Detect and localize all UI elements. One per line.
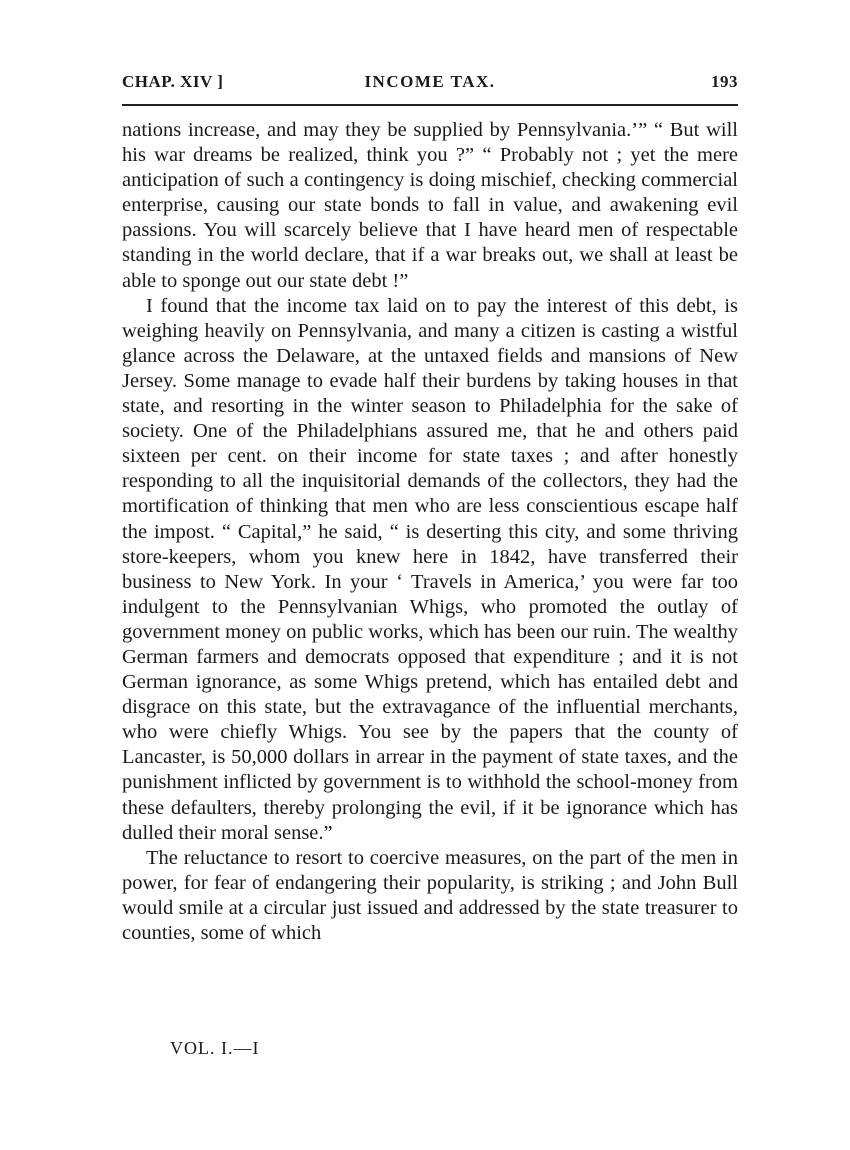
header-rule (122, 104, 738, 106)
signature-mark: VOL. I.—I (170, 1038, 260, 1058)
body-text (122, 118, 738, 946)
paragraph-reluctance: The reluctance to resort to coercive measures, on the part of the men in power, for fear of endangering their popularity, is striking ; and John Bull would smile at a circular just issued and addressed by the state treasurer to counties, some of which (122, 846, 738, 944)
page-title: INCOME TAX. (364, 72, 496, 91)
paragraph-continuation: nations increase, and may they be supplied by Pennsylvania.’” “ But will his war dreams be realized, think you ?” “ Probably not ; yet the mere anticipation of such a contingency is doing mischief, checking commercial enterprise, causing our state bonds to fall in value, and awakening evil passions. You will scarcely believe that I have heard men of respectable standing in the world declare, that if a war breaks out, we shall at least be able to sponge out our state debt !” (122, 119, 738, 292)
paragraph-income-tax: I found that the income tax laid on to pay the interest of this debt, is weighing heavily on Pennsylvania, and many a citizen is casting a wistful glance across the Delaware, at the untaxed fields and mansions of New Jersey. Some manage to evade half their burdens by taking houses in that state, and resorting in the winter season to Philadelphia for the sake of society. One of the Philadelphians assured me, that he and others paid sixteen per cent. on their income for state taxes ; and after honestly responding to all the inquisitorial demands of the collectors, they had the mortification of thinking that men who are less conscientious escape half the impost. “ Capital,” he said, “ is deserting this city, and some thriving store-keepers, whom you knew here in 1842, have transferred their business to New York. In your ‘ Travels in America,’ you were far too indulgent to the Pennsylvanian Whigs, who promoted the outlay of government money on public works, which has been our ruin. The wealthy German farmers and democrats opposed that expenditure ; and it is not German ignorance, as some Whigs pretend, which has entailed debt and disgrace on this state, but the extravagance of the influential merchants, who were chiefly Whigs. You see by the papers that the county of Lancaster, is 50,000 dollars in arrear in the payment of state taxes, and the punishment inflicted by government is to withhold the school-money from these defaulters, thereby prolonging the evil, if it be ignorance which has dulled their moral sense.” (122, 294, 738, 844)
chapter-label: CHAP. XIV ] (122, 72, 224, 91)
running-head (122, 72, 738, 100)
page-number: 193 (711, 72, 738, 91)
